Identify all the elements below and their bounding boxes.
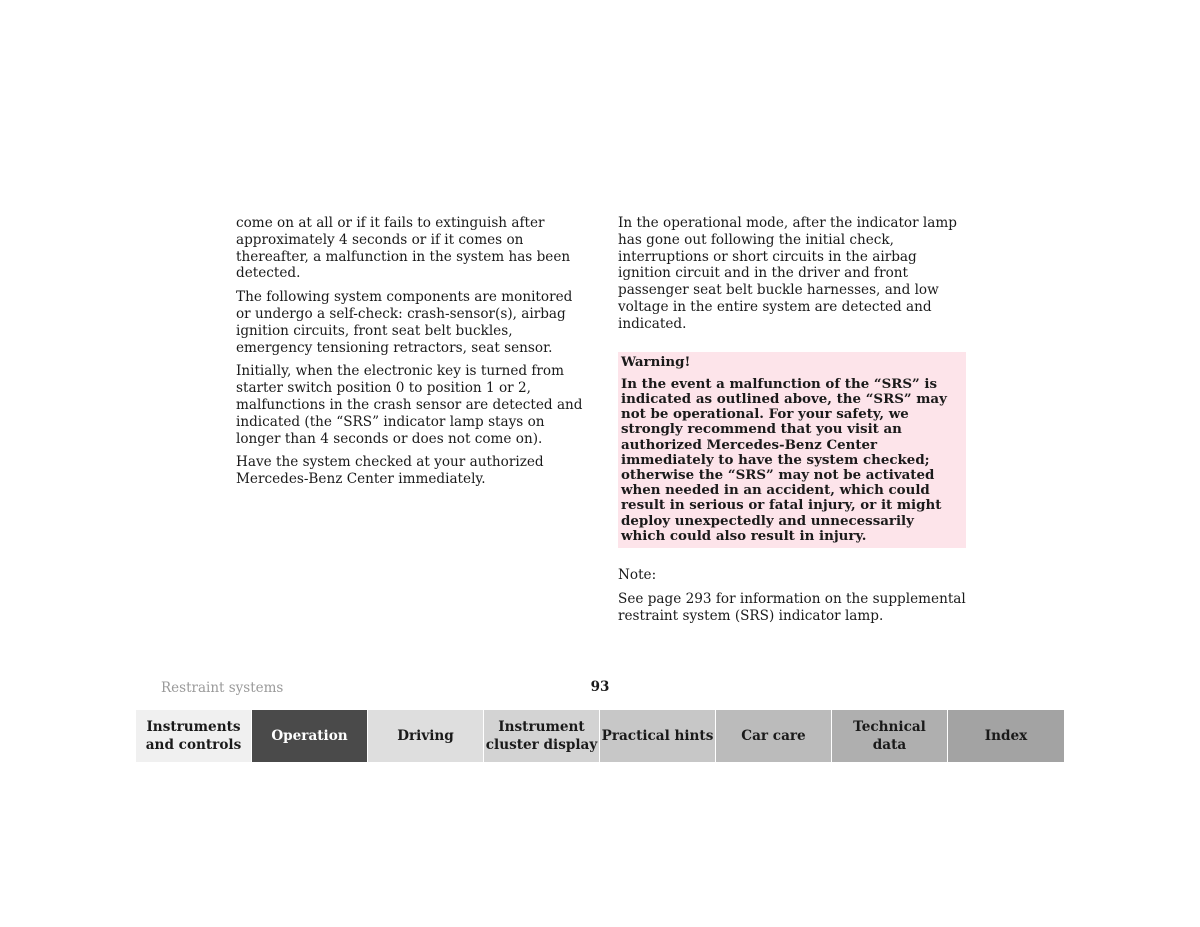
tab-driving[interactable]	[368, 710, 484, 762]
right-column	[618, 215, 968, 631]
tab-car-care[interactable]	[716, 710, 832, 762]
note-label: Note:	[618, 567, 657, 584]
tab-operation[interactable]	[252, 710, 368, 762]
tab-label: Driving	[397, 728, 454, 744]
warning-title: Warning!	[621, 353, 691, 370]
tab-label: Practical hints	[601, 728, 714, 744]
tab-label: Instrument cluster display	[485, 719, 598, 753]
warning-text: In the event a malfunction of the “SRS” is indicated as outlined above, the “SRS” may not be operational. For your safety, we strongly recommend that you visit an authorized Mercedes-Benz Center immediately to have the system checked; otherwise the “SRS” may not be activated when needed in an accident, which could result in serious or fatal injury, or it might deploy unexpectedly and unnecessarily which could also result in injury.	[621, 375, 947, 544]
left-column	[236, 215, 586, 495]
paragraph: Initially, when the electronic key is turned from starter switch position 0 to position 1 or 2, malfunctions in the crash sensor are detected and indicated (the “SRS” indicator lamp stays on longer than 4 seconds or does not come on).	[236, 363, 583, 447]
tab-label: Instruments and controls	[145, 719, 242, 753]
page-number: 93	[590, 679, 610, 695]
tab-label: Technical data	[853, 719, 926, 753]
note-text: See page 293 for information on the supplemental restraint system (SRS) indicator lamp.	[618, 590, 966, 624]
warning-box	[618, 352, 966, 548]
chapter-nav	[136, 710, 1064, 762]
tab-index[interactable]	[948, 710, 1064, 762]
paragraph: The following system components are monitored or undergo a self-check: crash-sensor(s), airbag ignition circuits, front seat belt buckles, emergency tensioning retractors, seat sensor.	[236, 289, 573, 356]
paragraph: In the operational mode, after the indicator lamp has gone out following the initial check, interruptions or short circuits in the airbag ignition circuit and in the driver and front passenger seat belt buckle harnesses, and low voltage in the entire system are detected and indicated.	[618, 215, 957, 332]
paragraph: Have the system checked at your authorized Mercedes-Benz Center immediately.	[236, 454, 544, 488]
tab-instruments-and-controls[interactable]	[136, 710, 252, 762]
tab-technical-data[interactable]	[832, 710, 948, 762]
tab-instrument-cluster-display[interactable]	[484, 710, 600, 762]
tab-practical-hints[interactable]	[600, 710, 716, 762]
tab-label: Index	[984, 728, 1028, 744]
tab-label: Car care	[741, 728, 806, 744]
paragraph: come on at all or if it fails to extinguish after approximately 4 seconds or if it comes on thereafter, a malfunction in the system has been detected.	[236, 215, 571, 282]
tab-label: Operation	[271, 728, 348, 744]
section-title: Restraint systems	[161, 680, 284, 696]
